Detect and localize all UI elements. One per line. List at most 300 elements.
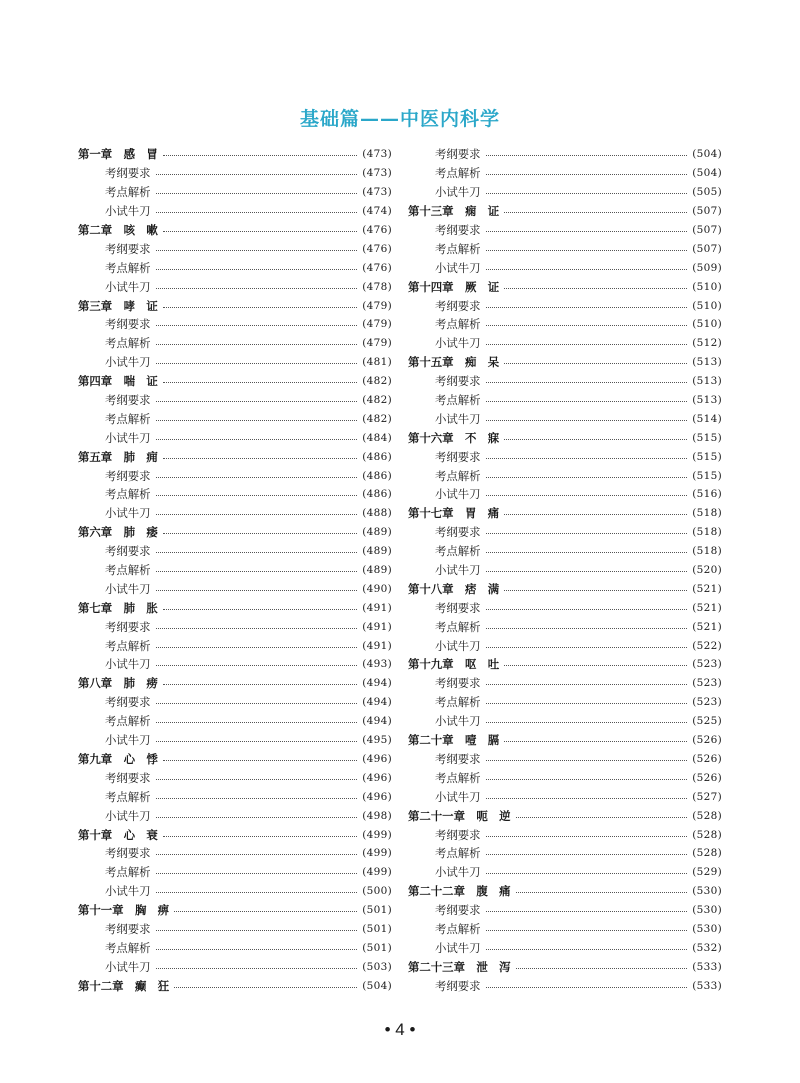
- toc-entry-label: 小试牛刀: [105, 355, 151, 370]
- toc-entry-label: 第十二章 癫 狂: [78, 978, 170, 993]
- toc-section-entry[interactable]: [78, 353, 392, 372]
- toc-section-entry[interactable]: [408, 485, 722, 504]
- toc-dot-leader: [156, 891, 358, 893]
- toc-dot-leader: [163, 230, 358, 232]
- toc-dot-leader: [486, 929, 688, 931]
- toc-entry-page: (486): [362, 450, 392, 463]
- toc-dot-leader: [156, 570, 358, 572]
- toc-dot-leader: [156, 816, 358, 818]
- toc-section-entry[interactable]: [78, 504, 392, 523]
- toc-section-entry[interactable]: [408, 221, 722, 240]
- toc-entry-page: (526): [692, 752, 722, 765]
- toc-dot-leader: [156, 211, 358, 213]
- toc-entry-page: (489): [362, 526, 392, 539]
- toc-entry-label: 小试牛刀: [435, 260, 481, 275]
- toc-dot-leader: [486, 872, 688, 874]
- toc-dot-leader: [516, 891, 688, 893]
- toc-entry-label: 考纲要求: [105, 468, 151, 483]
- toc-entry-label: 考点解析: [105, 940, 151, 955]
- toc-section-entry[interactable]: [78, 806, 392, 825]
- toc-entry-page: (501): [362, 904, 392, 917]
- toc-entry-label: 小试牛刀: [435, 411, 481, 426]
- toc-entry-page: (486): [362, 488, 392, 501]
- toc-section-entry[interactable]: [408, 636, 722, 655]
- toc-section-entry[interactable]: [78, 542, 392, 561]
- toc-entry-label: 小试牛刀: [435, 940, 481, 955]
- toc-section-entry[interactable]: [78, 693, 392, 712]
- toc-entry-page: (493): [362, 658, 392, 671]
- toc-entry-page: (520): [692, 564, 722, 577]
- toc-section-entry[interactable]: [408, 315, 722, 334]
- toc-entry-page: (479): [362, 337, 392, 350]
- toc-entry-page: (530): [692, 904, 722, 917]
- toc-chapter-entry[interactable]: [408, 277, 722, 296]
- toc-section-entry[interactable]: [408, 712, 722, 731]
- toc-section-entry[interactable]: [78, 787, 392, 806]
- toc-chapter-entry[interactable]: [78, 523, 392, 542]
- toc-dot-leader: [156, 929, 358, 931]
- toc-entry-page: (533): [692, 960, 722, 973]
- toc-entry-page: (494): [362, 696, 392, 709]
- toc-chapter-entry[interactable]: [78, 825, 392, 844]
- toc-entry-page: (516): [692, 488, 722, 501]
- toc-section-entry[interactable]: [408, 145, 722, 164]
- toc-entry-label: 考纲要求: [435, 223, 481, 237]
- toc-entry-page: (476): [362, 242, 392, 255]
- toc-dot-leader: [486, 910, 688, 912]
- toc-entry-page: (523): [692, 658, 722, 671]
- toc-entry-label: 第十一章 胸 痹: [78, 903, 170, 918]
- toc-chapter-entry[interactable]: [408, 504, 722, 523]
- toc-entry-page: (479): [362, 318, 392, 331]
- toc-entry-page: (523): [692, 677, 722, 690]
- toc-entry-page: (489): [362, 545, 392, 558]
- toc-section-entry[interactable]: [408, 239, 722, 258]
- toc-entry-page: (488): [362, 507, 392, 520]
- toc-entry-label: 考纲要求: [105, 846, 151, 861]
- toc-chapter-entry[interactable]: [78, 750, 392, 769]
- toc-section-entry[interactable]: [78, 409, 392, 428]
- toc-section-entry[interactable]: [78, 712, 392, 731]
- toc-section-entry[interactable]: [78, 882, 392, 901]
- toc-dot-leader: [486, 608, 688, 610]
- toc-entry-page: (495): [362, 734, 392, 747]
- toc-entry-page: (496): [362, 771, 392, 784]
- toc-dot-leader: [486, 381, 688, 383]
- toc-section-entry[interactable]: [408, 372, 722, 391]
- toc-section-entry[interactable]: [78, 938, 392, 957]
- toc-entry-page: (514): [692, 412, 722, 425]
- toc-entry-page: (507): [692, 224, 722, 236]
- toc-dot-leader: [163, 306, 358, 308]
- toc-section-entry[interactable]: [78, 579, 392, 598]
- toc-entry-page: (491): [362, 620, 392, 633]
- toc-chapter-entry[interactable]: [408, 428, 722, 447]
- toc-section-entry[interactable]: [78, 466, 392, 485]
- toc-entry-label: 第六章 肺 痿: [78, 525, 158, 540]
- toc-section-entry[interactable]: [408, 258, 722, 277]
- toc-dot-leader: [486, 306, 688, 308]
- toc-entry-page: (507): [692, 205, 722, 218]
- toc-dot-leader: [156, 967, 358, 969]
- toc-entry-page: (515): [692, 450, 722, 463]
- toc-entry-label: 考纲要求: [435, 449, 481, 464]
- toc-section-entry[interactable]: [78, 239, 392, 258]
- page-title: 基础篇——中医内科学: [299, 108, 500, 130]
- toc-dot-leader: [486, 476, 688, 478]
- toc-entry-label: 考纲要求: [105, 166, 151, 181]
- toc-section-entry[interactable]: [78, 957, 392, 976]
- toc-entry-page: (521): [692, 582, 722, 595]
- toc-entry-label: 小试牛刀: [435, 865, 481, 880]
- toc-entry-page: (481): [362, 356, 392, 369]
- toc-entry-label: 小试牛刀: [105, 657, 151, 672]
- toc-section-entry[interactable]: [408, 523, 722, 542]
- toc-entry-page: (476): [362, 261, 392, 274]
- toc-entry-page: (510): [692, 280, 722, 293]
- toc-section-entry[interactable]: [408, 409, 722, 428]
- toc-section-entry[interactable]: [408, 296, 722, 315]
- toc-entry-label: 考点解析: [435, 619, 481, 634]
- toc-section-entry[interactable]: [78, 258, 392, 277]
- toc-section-entry[interactable]: [78, 655, 392, 674]
- toc-dot-leader: [163, 457, 358, 459]
- toc-entry-page: (499): [362, 866, 392, 879]
- toc-dot-leader: [163, 532, 358, 534]
- toc-chapter-entry[interactable]: [78, 976, 392, 995]
- toc-entry-page: (513): [692, 356, 722, 369]
- toc-section-entry[interactable]: [408, 938, 722, 957]
- toc-dot-leader: [516, 967, 688, 969]
- toc-section-entry[interactable]: [78, 863, 392, 882]
- toc-chapter-entry[interactable]: [408, 579, 722, 598]
- toc-entry-page: (528): [692, 847, 722, 860]
- toc-section-entry[interactable]: [78, 844, 392, 863]
- toc-entry-label: 小试牛刀: [435, 714, 481, 729]
- toc-dot-leader: [156, 249, 358, 251]
- toc-chapter-entry[interactable]: [408, 731, 722, 750]
- toc-dot-leader: [486, 532, 688, 534]
- toc-entry-label: 考点解析: [435, 166, 481, 181]
- toc-dot-leader: [156, 853, 358, 855]
- toc-chapter-entry[interactable]: [78, 447, 392, 466]
- toc-entry-page: (486): [362, 469, 392, 482]
- toc-dot-leader: [156, 646, 358, 648]
- toc-dot-leader: [486, 324, 688, 326]
- toc-section-entry[interactable]: [78, 183, 392, 202]
- toc-section-entry[interactable]: [408, 976, 722, 995]
- toc-dot-leader: [486, 419, 688, 421]
- toc-dot-leader: [486, 683, 688, 685]
- toc-entry-page: (504): [362, 979, 392, 992]
- toc-chapter-entry[interactable]: [408, 806, 722, 825]
- toc-entry-label: 考点解析: [435, 393, 481, 408]
- toc-dot-leader: [486, 948, 688, 950]
- toc-chapter-entry[interactable]: [78, 145, 392, 164]
- toc-dot-leader: [156, 362, 358, 364]
- toc-entry-page: (489): [362, 564, 392, 577]
- toc-entry-label: 第十八章 痞 满: [408, 581, 500, 596]
- toc-entry-page: (530): [692, 885, 722, 898]
- toc-chapter-entry[interactable]: [78, 296, 392, 315]
- toc-entry-label: 小试牛刀: [435, 185, 481, 200]
- toc-dot-leader: [486, 154, 688, 156]
- toc-entry-label: 第七章 肺 胀: [78, 600, 158, 615]
- toc-entry-page: (518): [692, 507, 722, 520]
- toc-dot-leader: [486, 853, 688, 855]
- toc-entry-page: (482): [362, 394, 392, 407]
- toc-entry-page: (509): [692, 261, 722, 274]
- toc-dot-leader: [156, 740, 358, 742]
- toc-entry-label: 考纲要求: [435, 298, 481, 313]
- toc-entry-label: 考点解析: [105, 714, 151, 729]
- toc-entry-page: (501): [362, 941, 392, 954]
- toc-section-entry[interactable]: [78, 485, 392, 504]
- toc-entry-label: 小试牛刀: [105, 808, 151, 823]
- toc-entry-page: (529): [692, 866, 722, 879]
- toc-entry-page: (473): [362, 167, 392, 180]
- toc-section-entry[interactable]: [408, 750, 722, 769]
- toc-right-column: [408, 145, 722, 995]
- toc-entry-page: (504): [692, 167, 722, 180]
- toc-dot-leader: [504, 211, 687, 213]
- toc-entry-page: (498): [362, 809, 392, 822]
- toc-section-entry[interactable]: [408, 787, 722, 806]
- toc-entry-label: 考纲要求: [435, 903, 481, 918]
- toc-section-entry[interactable]: [408, 391, 722, 410]
- toc-dot-leader: [156, 438, 358, 440]
- toc-entry-label: 考点解析: [105, 865, 151, 880]
- toc-entry-label: 考点解析: [105, 789, 151, 804]
- toc-dot-leader: [486, 627, 688, 629]
- toc-dot-leader: [504, 740, 687, 742]
- toc-entry-page: (523): [692, 696, 722, 709]
- toc-entry-page: (530): [692, 922, 722, 935]
- toc-chapter-entry[interactable]: [78, 221, 392, 240]
- toc-entry-label: 第五章 肺 痈: [78, 449, 158, 464]
- toc-entry-label: 考点解析: [105, 185, 151, 200]
- toc-section-entry[interactable]: [78, 391, 392, 410]
- toc-section-entry[interactable]: [78, 277, 392, 296]
- toc-dot-leader: [163, 381, 358, 383]
- toc-section-entry[interactable]: [408, 825, 722, 844]
- toc-entry-label: 考点解析: [105, 411, 151, 426]
- toc-section-entry[interactable]: [78, 636, 392, 655]
- toc-entry-page: (518): [692, 526, 722, 539]
- toc-section-entry[interactable]: [408, 844, 722, 863]
- toc-chapter-entry[interactable]: [408, 353, 722, 372]
- toc-dot-leader: [156, 343, 358, 345]
- toc-entry-label: 考纲要求: [105, 921, 151, 936]
- toc-entry-label: 第二十三章 泄 泻: [408, 959, 511, 974]
- toc-entry-page: (490): [362, 582, 392, 595]
- toc-entry-page: (494): [362, 677, 392, 690]
- toc-entry-label: 考纲要求: [435, 676, 481, 691]
- toc-entry-label: 考点解析: [435, 317, 481, 332]
- toc-entry-page: (494): [362, 715, 392, 728]
- toc-section-entry[interactable]: [78, 315, 392, 334]
- toc-dot-leader: [156, 494, 358, 496]
- toc-dot-leader: [156, 797, 358, 799]
- toc-dot-leader: [156, 173, 358, 175]
- toc-section-entry[interactable]: [408, 674, 722, 693]
- toc-entry-page: (521): [692, 601, 722, 614]
- toc-chapter-entry[interactable]: [408, 655, 722, 674]
- toc-entry-label: 小试牛刀: [105, 279, 151, 294]
- toc-dot-leader: [156, 589, 358, 591]
- toc-left-column: [78, 145, 392, 995]
- toc-chapter-entry[interactable]: [78, 372, 392, 391]
- toc-entry-page: (522): [692, 639, 722, 652]
- toc-entry-label: 第十章 心 衰: [78, 827, 158, 842]
- toc-section-entry[interactable]: [408, 466, 722, 485]
- toc-section-entry[interactable]: [408, 598, 722, 617]
- toc-section-entry[interactable]: [408, 693, 722, 712]
- toc-entry-page: (515): [692, 431, 722, 444]
- toc-dot-leader: [156, 872, 358, 874]
- toc-dot-leader: [156, 702, 358, 704]
- toc-dot-leader: [486, 230, 688, 232]
- toc-entry-label: 小试牛刀: [105, 733, 151, 748]
- toc-entry-label: 考纲要求: [105, 770, 151, 785]
- toc-entry-label: 考点解析: [435, 241, 481, 256]
- toc-dot-leader: [156, 268, 358, 270]
- toc-entry-page: (525): [692, 715, 722, 728]
- toc-dot-leader: [156, 287, 358, 289]
- toc-section-entry[interactable]: [408, 617, 722, 636]
- toc-entry-label: 小试牛刀: [105, 430, 151, 445]
- toc-dot-leader: [486, 646, 688, 648]
- toc-entry-label: 第二十二章 腹 痛: [408, 884, 511, 899]
- toc-section-entry[interactable]: [78, 920, 392, 939]
- toc-section-entry[interactable]: [408, 183, 722, 202]
- toc-entry-label: 考点解析: [105, 563, 151, 578]
- toc-dot-leader: [486, 778, 688, 780]
- toc-chapter-entry[interactable]: [78, 598, 392, 617]
- toc-entry-page: (491): [362, 601, 392, 614]
- toc-entry-label: 第二十章 噎 膈: [408, 733, 500, 748]
- toc-section-entry[interactable]: [78, 428, 392, 447]
- toc-entry-label: 小试牛刀: [105, 506, 151, 521]
- toc-dot-leader: [504, 438, 687, 440]
- toc-dot-leader: [504, 362, 687, 364]
- toc-section-entry[interactable]: [78, 731, 392, 750]
- toc-section-entry[interactable]: [408, 447, 722, 466]
- toc-dot-leader: [486, 268, 688, 270]
- toc-section-entry[interactable]: [78, 768, 392, 787]
- toc-section-entry[interactable]: [78, 202, 392, 221]
- toc-entry-label: 考纲要求: [435, 374, 481, 389]
- toc-entry-page: (478): [362, 280, 392, 293]
- toc-section-entry[interactable]: [408, 920, 722, 939]
- toc-entry-label: 考点解析: [105, 638, 151, 653]
- toc-entry-label: 考点解析: [435, 544, 481, 559]
- toc-dot-leader: [156, 551, 358, 553]
- toc-chapter-entry[interactable]: [408, 202, 722, 221]
- toc-entry-page: (499): [362, 847, 392, 860]
- toc-section-entry[interactable]: [408, 901, 722, 920]
- toc-dot-leader: [486, 343, 688, 345]
- toc-dot-leader: [486, 570, 688, 572]
- toc-section-entry[interactable]: [408, 542, 722, 561]
- toc-dot-leader: [156, 419, 358, 421]
- toc-dot-leader: [156, 324, 358, 326]
- toc-section-entry[interactable]: [408, 561, 722, 580]
- toc-dot-leader: [486, 702, 688, 704]
- toc-entry-page: (532): [692, 941, 722, 954]
- toc-section-entry[interactable]: [408, 863, 722, 882]
- toc-entry-label: 考纲要求: [435, 525, 481, 540]
- toc-entry-label: 小试牛刀: [435, 336, 481, 351]
- toc-entry-page: (476): [362, 224, 392, 236]
- toc-entry-label: 考点解析: [435, 695, 481, 710]
- toc-dot-leader: [156, 721, 358, 723]
- toc-dot-leader: [486, 400, 688, 402]
- toc-chapter-entry[interactable]: [408, 957, 722, 976]
- toc-dot-leader: [486, 759, 688, 761]
- toc-entry-page: (482): [362, 412, 392, 425]
- toc-chapter-entry[interactable]: [78, 901, 392, 920]
- toc-entry-page: (507): [692, 242, 722, 255]
- toc-dot-leader: [156, 948, 358, 950]
- toc-dot-leader: [504, 589, 687, 591]
- toc-entry-label: 小试牛刀: [105, 581, 151, 596]
- toc-section-entry[interactable]: [78, 164, 392, 183]
- toc-chapter-entry[interactable]: [408, 882, 722, 901]
- toc-entry-page: (528): [692, 809, 722, 822]
- toc-entry-page: (510): [692, 318, 722, 331]
- toc-entry-label: 第八章 肺 痨: [78, 676, 158, 691]
- toc-section-entry[interactable]: [78, 617, 392, 636]
- toc-dot-leader: [486, 192, 688, 194]
- toc-entry-page: (473): [362, 148, 392, 161]
- toc-section-entry[interactable]: [78, 561, 392, 580]
- toc-section-entry[interactable]: [408, 164, 722, 183]
- toc-section-entry[interactable]: [408, 768, 722, 787]
- toc-entry-label: 小试牛刀: [435, 638, 481, 653]
- toc-entry-page: (518): [692, 545, 722, 558]
- toc-entry-label: 第二十一章 呃 逆: [408, 808, 511, 823]
- toc-entry-page: (473): [362, 186, 392, 199]
- toc-dot-leader: [163, 154, 358, 156]
- toc-entry-label: 考纲要求: [105, 393, 151, 408]
- toc-dot-leader: [486, 173, 688, 175]
- toc-section-entry[interactable]: [78, 334, 392, 353]
- toc-entry-page: (505): [692, 186, 722, 199]
- toc-entry-page: (500): [362, 885, 392, 898]
- toc-dot-leader: [504, 513, 687, 515]
- toc-chapter-entry[interactable]: [78, 674, 392, 693]
- toc-entry-page: (484): [362, 431, 392, 444]
- toc-entry-label: 考纲要求: [435, 978, 481, 993]
- toc-entry-page: (496): [362, 790, 392, 803]
- toc-entry-label: 小试牛刀: [105, 884, 151, 899]
- toc-entry-label: 第三章 哮 证: [78, 298, 158, 313]
- toc-entry-label: 第十五章 痴 呆: [408, 355, 500, 370]
- toc-dot-leader: [504, 664, 687, 666]
- toc-entry-page: (496): [362, 752, 392, 765]
- toc-entry-label: 考点解析: [105, 336, 151, 351]
- toc-entry-label: 第十七章 胃 痛: [408, 506, 500, 521]
- toc-section-entry[interactable]: [408, 334, 722, 353]
- toc-entry-label: 第十四章 厥 证: [408, 279, 500, 294]
- toc-dot-leader: [156, 778, 358, 780]
- toc-entry-page: (510): [692, 299, 722, 312]
- toc-entry-label: 考纲要求: [105, 619, 151, 634]
- toc-dot-leader: [156, 192, 358, 194]
- toc-entry-page: (504): [692, 148, 722, 161]
- toc-entry-label: 第十九章 呕 吐: [408, 657, 500, 672]
